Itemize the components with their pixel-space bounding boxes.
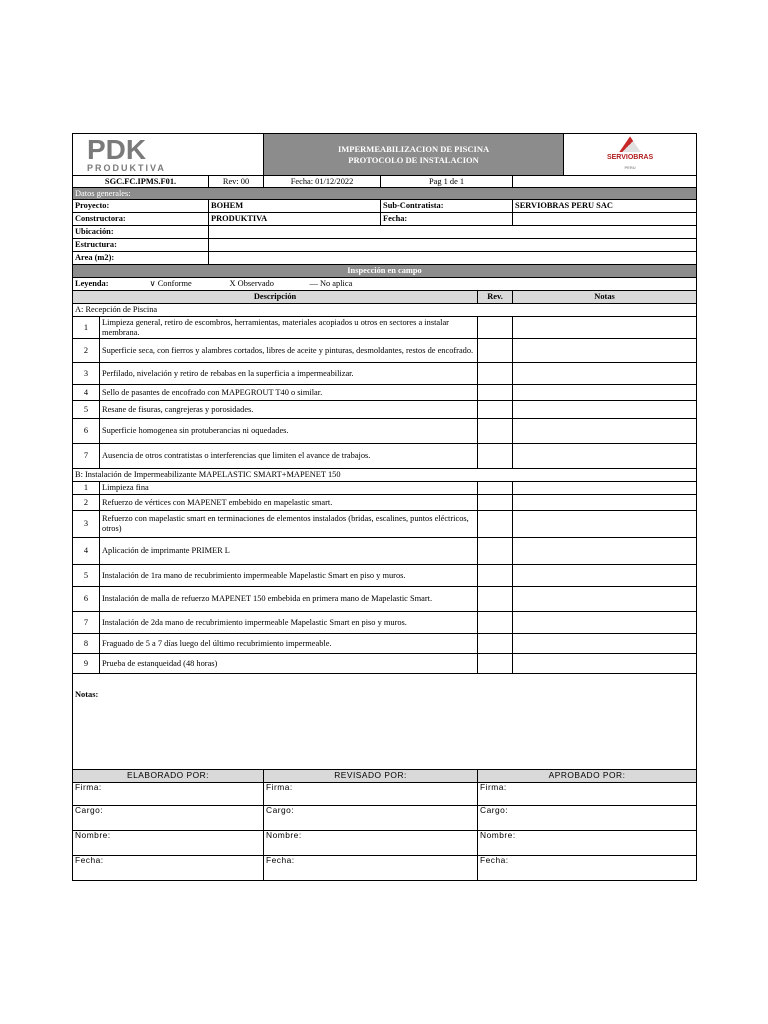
document-title — [264, 134, 564, 176]
notes-cell[interactable] — [513, 634, 697, 654]
notes-label: Notas: — [75, 690, 99, 699]
rev-cell[interactable] — [478, 317, 513, 339]
table-row: 2 Refuerzo de vértices con MAPENET embebido en mapelastic smart. — [73, 495, 697, 511]
revisado-fecha[interactable]: Fecha: — [264, 856, 478, 881]
table-row: 6 Instalación de malla de refuerzo MAPENET 150 embebida en primera mano de Mapelastic Smart. — [73, 587, 697, 612]
elaborado-cargo[interactable]: Cargo: — [73, 806, 264, 831]
rev-cell[interactable] — [478, 385, 513, 401]
notes-cell[interactable] — [513, 401, 697, 419]
constructora-value[interactable]: PRODUKTIVA — [209, 213, 381, 226]
document-date: Fecha: 01/12/2022 — [264, 176, 381, 188]
legend-conforme: ∨ Conforme — [149, 279, 192, 289]
notes-cell[interactable] — [513, 654, 697, 674]
constructora-label: Constructora: — [73, 213, 209, 226]
logo-right-cell — [564, 134, 697, 176]
table-row: 9 Prueba de estanqueidad (48 horas) — [73, 654, 697, 674]
rev-cell[interactable] — [478, 634, 513, 654]
table-row: 3 Perfilado, nivelación y retiro de rebabas en la superficia a impermeabilizar. — [73, 363, 697, 385]
protocol-sheet — [72, 133, 696, 881]
pdk-logo-main: PDK — [87, 133, 147, 165]
fecha-value[interactable] — [513, 213, 697, 226]
revisado-header: REVISADO POR: — [264, 770, 478, 783]
subcontratista-value[interactable]: SERVIOBRAS PERU SAC — [513, 200, 697, 213]
rev-cell[interactable] — [478, 419, 513, 444]
table-row: 3 Refuerzo con mapelastic smart en terminaciones de elementos instalados (bridas, escalines, puntos eléctricos, otros) — [73, 511, 697, 538]
fecha-label: Fecha: — [381, 213, 513, 226]
notes-cell[interactable] — [513, 511, 697, 538]
aprobado-header: APROBADO POR: — [478, 770, 697, 783]
notes-cell[interactable] — [513, 612, 697, 634]
serviobras-logo-sub: PERU — [624, 165, 636, 170]
aprobado-nombre[interactable]: Nombre: — [478, 831, 697, 856]
table-row: 4 Sello de pasantes de encofrado con MAPEGROUT T40 o similar. — [73, 385, 697, 401]
notes-cell[interactable] — [513, 317, 697, 339]
rev-cell[interactable] — [478, 363, 513, 385]
estructura-value[interactable] — [209, 239, 697, 252]
section-b-title: B: Instalación de Impermeabilizante MAPELASTIC SMART+MAPENET 150 — [73, 469, 697, 482]
table-row: 8 Fraguado de 5 a 7 días luego del último recubrimiento impermeable. — [73, 634, 697, 654]
area-label: Area (m2): — [73, 252, 209, 265]
rev-cell[interactable] — [478, 612, 513, 634]
logo-left-cell — [73, 134, 264, 176]
table-row: 6 Superficie homogenea sin protuberancias ni oquedades. — [73, 419, 697, 444]
elaborado-firma[interactable]: Firma: — [73, 783, 264, 806]
notes-cell[interactable] — [513, 495, 697, 511]
rev-cell[interactable] — [478, 444, 513, 469]
notes-cell[interactable] — [513, 444, 697, 469]
table-row: 4 Aplicación de imprimante PRIMER L — [73, 538, 697, 565]
subcontratista-label: Sub-Contratista: — [381, 200, 513, 213]
table-row: 1 Limpieza fina — [73, 482, 697, 495]
general-section-title: Datos generales: — [73, 188, 697, 200]
rev-cell[interactable] — [478, 401, 513, 419]
elaborado-nombre[interactable]: Nombre: — [73, 831, 264, 856]
aprobado-fecha[interactable]: Fecha: — [478, 856, 697, 881]
notes-cell[interactable] — [513, 385, 697, 401]
notes-cell[interactable] — [513, 587, 697, 612]
rev-cell[interactable] — [478, 482, 513, 495]
revisado-nombre[interactable]: Nombre: — [264, 831, 478, 856]
elaborado-header: ELABORADO POR: — [73, 770, 264, 783]
rev-cell[interactable] — [478, 339, 513, 363]
ubicacion-value[interactable] — [209, 226, 697, 239]
leyenda-row — [100, 278, 697, 291]
section-a-title: A: Recepción de Piscina — [73, 304, 697, 317]
col-rev: Rev. — [478, 291, 513, 304]
area-value[interactable] — [209, 252, 697, 265]
rev-cell[interactable] — [478, 495, 513, 511]
notes-cell[interactable] — [513, 339, 697, 363]
leyenda-label: Leyenda: — [73, 278, 100, 291]
rev-cell[interactable] — [478, 587, 513, 612]
proyecto-value[interactable]: BOHEM — [209, 200, 381, 213]
rev-cell[interactable] — [478, 654, 513, 674]
title-line-2: PROTOCOLO DE INSTALACION — [348, 154, 479, 165]
estructura-label: Estructura: — [73, 239, 209, 252]
elaborado-fecha[interactable]: Fecha: — [73, 856, 264, 881]
col-descripcion: Descripción — [73, 291, 478, 304]
notes-cell[interactable] — [513, 363, 697, 385]
table-row: 5 Resane de fisuras, cangrejeras y porosidades. — [73, 401, 697, 419]
aprobado-firma[interactable]: Firma: — [478, 783, 697, 806]
protocol-table — [72, 133, 697, 881]
aprobado-cargo[interactable]: Cargo: — [478, 806, 697, 831]
table-row: 5 Instalación de 1ra mano de recubrimiento impermeable Mapelastic Smart en piso y muros. — [73, 565, 697, 587]
title-line-1: IMPERMEABILIZACION DE PISCINA — [337, 143, 490, 154]
table-row: 1 Limpieza general, retiro de escombros, herramientas, materiales acopiados u otros en sectores a instalar membrana. — [73, 317, 697, 339]
proyecto-label: Proyecto: — [73, 200, 209, 213]
pdk-logo-sub: PRODUKTIVA — [87, 162, 166, 173]
rev-cell[interactable] — [478, 538, 513, 565]
notes-cell[interactable] — [513, 565, 697, 587]
table-row: 2 Superficie seca, con fierros y alambres cortados, libres de aceite y pinturas, desmoldantes, restos de encofrado. — [73, 339, 697, 363]
legend-no-aplica: — No aplica — [309, 279, 353, 289]
notes-cell[interactable] — [513, 538, 697, 565]
legend-observado: X Observado — [229, 279, 274, 289]
revisado-firma[interactable]: Firma: — [264, 783, 478, 806]
document-rev: Rev: 00 — [209, 176, 264, 188]
rev-cell[interactable] — [478, 565, 513, 587]
notes-cell[interactable] — [513, 419, 697, 444]
rev-cell[interactable] — [478, 511, 513, 538]
table-row: 7 Instalación de 2da mano de recubrimiento impermeable Mapelastic Smart en piso y muros. — [73, 612, 697, 634]
document-page: Pag 1 de 1 — [381, 176, 513, 188]
notes-area[interactable] — [73, 674, 697, 770]
serviobras-logo-icon — [619, 136, 641, 152]
ubicacion-label: Ubicación: — [73, 226, 209, 239]
revisado-cargo[interactable]: Cargo: — [264, 806, 478, 831]
notes-cell[interactable] — [513, 482, 697, 495]
table-row: 7 Ausencia de otros contratistas o interferencias que limiten el avance de trabajos. — [73, 444, 697, 469]
inspection-title: Inspección en campo — [73, 265, 697, 278]
document-code: SGC.FC.IPMS.F01. — [73, 176, 209, 188]
pdk-logo — [75, 133, 261, 173]
col-notas: Notas — [513, 291, 697, 304]
serviobras-logo-text: SERVIOBRAS — [606, 154, 654, 162]
